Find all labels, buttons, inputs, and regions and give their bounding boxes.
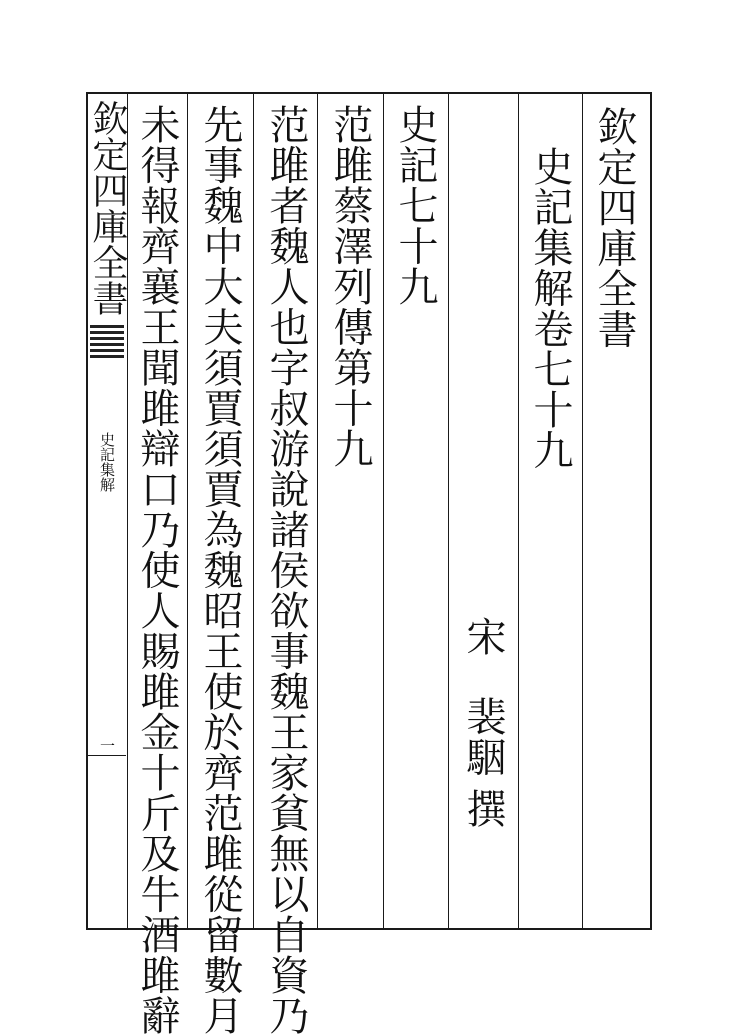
margin-book-title: 史記集解 (98, 432, 116, 492)
column-rule (317, 92, 318, 930)
volume-title: 史記集解卷七十九 (527, 146, 573, 470)
margin-library-title: 欽定四庫全書 (87, 100, 128, 316)
body-line: 范雎者魏人也字叔游說諸侯欲事魏王家貧無以自資乃 (263, 104, 309, 1036)
fish-tail-bottom (88, 755, 126, 766)
column-rule (253, 92, 254, 930)
body-line: 未得報齊襄王聞雎辯口乃使人賜雎金十斤及牛酒雎辭 (134, 104, 180, 1036)
column-rule (582, 92, 583, 930)
author-role: 撰 (460, 788, 506, 829)
margin-page-mark: 一 (98, 738, 116, 753)
author-dynasty: 宋 (460, 616, 506, 657)
column-rule (383, 92, 384, 930)
column-rule (448, 92, 449, 930)
chapter-title: 范雎蔡澤列傳第十九 (327, 104, 373, 469)
body-line: 先事魏中大夫須賈須賈為魏昭王使於齊范雎從留數月 (197, 104, 243, 1036)
column-rule (518, 92, 519, 930)
library-title: 欽定四庫全書 (591, 106, 637, 349)
section-label: 史記七十九 (392, 104, 438, 307)
fish-tail-ornament (88, 322, 126, 370)
author-name: 裴駰 (460, 696, 506, 777)
column-rule (187, 92, 188, 930)
